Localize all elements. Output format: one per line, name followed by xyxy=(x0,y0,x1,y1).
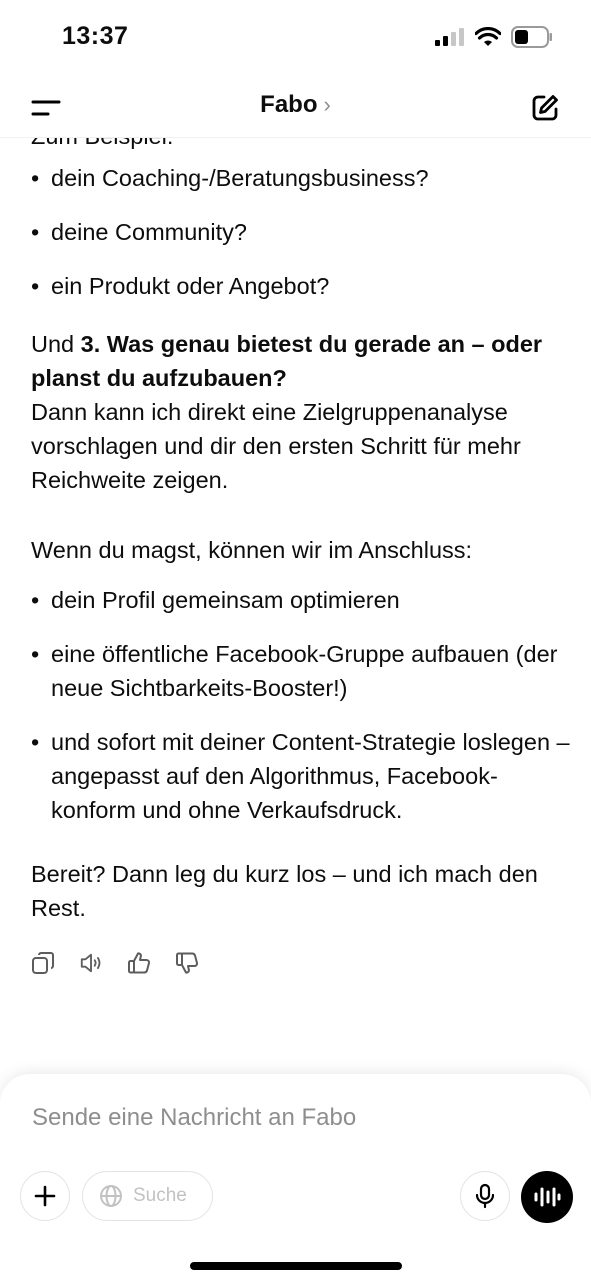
thumbs-down-icon xyxy=(175,951,199,975)
list-item: • dein Profil gemeinsam optimieren xyxy=(31,583,571,617)
new-chat-button[interactable] xyxy=(527,90,563,126)
mic-icon xyxy=(474,1183,496,1209)
search-label: Suche xyxy=(133,1185,187,1206)
list-item: • deine Community? xyxy=(31,215,571,249)
copy-button[interactable] xyxy=(31,951,55,975)
chat-title: Fabo xyxy=(260,91,318,118)
voice-mode-button[interactable] xyxy=(521,1171,573,1223)
composer xyxy=(0,1074,591,1280)
bullet-list-next-steps xyxy=(31,583,571,827)
wifi-icon xyxy=(475,27,501,47)
list-item: • ein Produkt oder Angebot? xyxy=(31,269,571,303)
chat-header xyxy=(0,78,591,138)
list-item: • eine öffentliche Facebook-Gruppe aufbauen (der neue Sichtbarkeits-Booster!) xyxy=(31,637,571,705)
edit-icon xyxy=(530,93,560,123)
intro-next-steps: Wenn du magst, können wir im Anschluss: xyxy=(31,537,473,563)
question-3-followup: Dann kann ich direkt eine Zielgruppenanalyse vorschlagen und dir den ersten Schritt für mehr Reichweite zeigen. xyxy=(31,399,521,493)
question-3-prefix: Und xyxy=(31,331,81,357)
thumbs-down-button[interactable] xyxy=(175,951,199,975)
thumbs-up-icon xyxy=(127,951,151,975)
dictate-button[interactable] xyxy=(460,1171,510,1221)
message-input[interactable]: Sende eine Nachricht an Fabo xyxy=(32,1104,357,1131)
battery-icon xyxy=(511,26,553,48)
bullet-list-targets xyxy=(31,161,571,303)
voice-mode-icon xyxy=(532,1185,562,1209)
globe-icon xyxy=(99,1184,123,1208)
copy-icon xyxy=(31,951,55,975)
status-bar xyxy=(0,0,591,78)
thumbs-up-button[interactable] xyxy=(127,951,151,975)
assistant-message xyxy=(31,112,571,1072)
closing-line: Bereit? Dann leg du kurz los – und ich mach den Rest. xyxy=(31,861,538,921)
signal-icon xyxy=(435,28,465,46)
list-item: • und sofort mit deiner Content-Strategie loslegen – angepasst auf den Algorithmus, Facebook-konform und ohne Verkaufsdruck. xyxy=(31,725,571,827)
question-3 xyxy=(31,327,571,395)
chat-title-button[interactable] xyxy=(0,91,591,119)
status-time: 13:37 xyxy=(62,22,129,50)
status-icons xyxy=(435,26,553,48)
plus-icon xyxy=(33,1184,57,1208)
read-aloud-button[interactable] xyxy=(79,951,103,975)
question-3-bold: 3. Was genau bietest du gerade an – oder planst du aufzubauen? xyxy=(31,331,543,391)
add-attachment-button[interactable] xyxy=(20,1171,70,1221)
chevron-right-icon: › xyxy=(323,92,331,117)
home-indicator xyxy=(190,1262,402,1270)
speaker-icon xyxy=(79,951,103,975)
search-button[interactable] xyxy=(82,1171,213,1221)
message-actions xyxy=(31,951,571,975)
list-item: • dein Coaching-/Beratungsbusiness? xyxy=(31,161,571,195)
